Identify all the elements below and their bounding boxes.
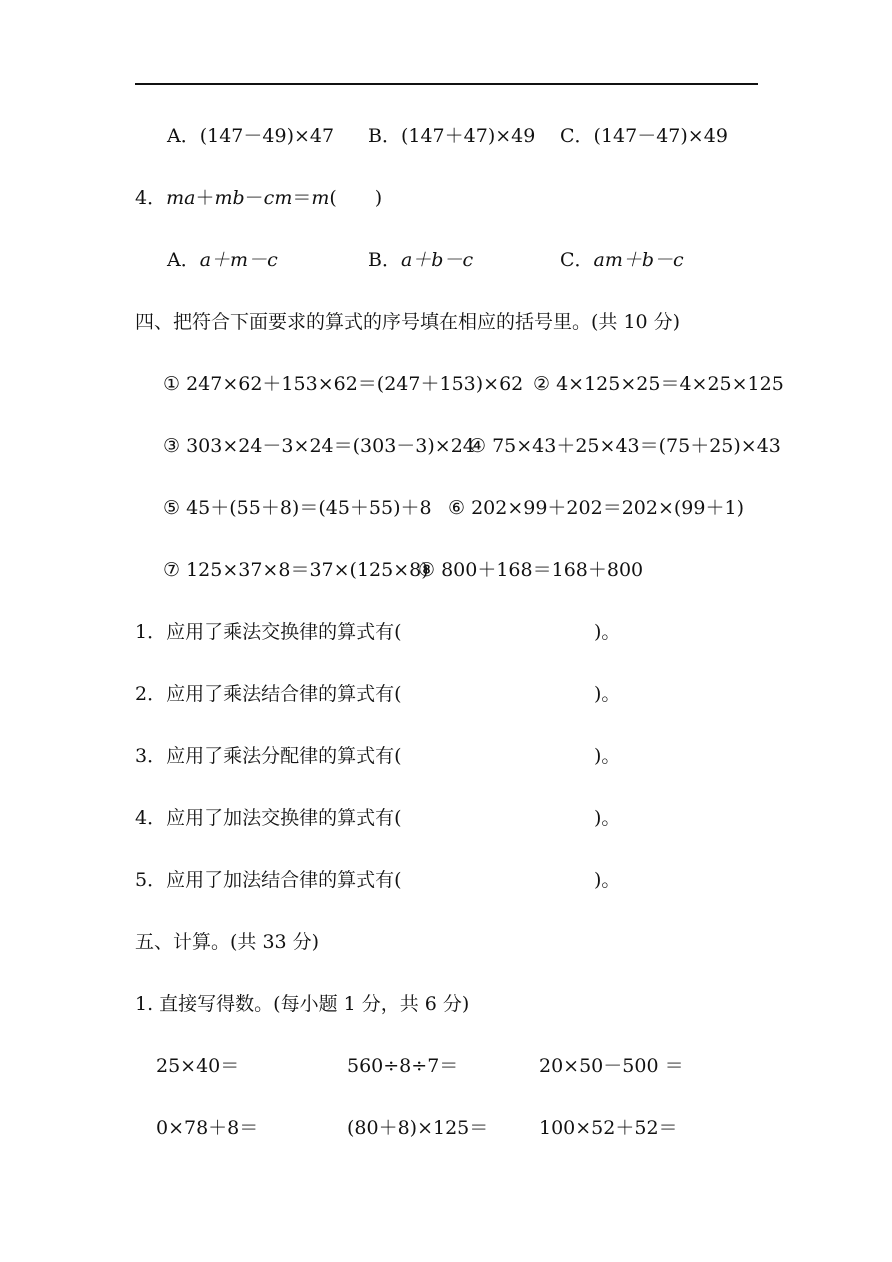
top-rule <box>135 83 758 85</box>
section4-question-2-close: )。 <box>594 683 621 705</box>
q3-option-c: C．(147－47)×49 <box>560 125 728 147</box>
q4-equals: ＝ <box>292 187 312 209</box>
section4-question-1-close: )。 <box>594 621 621 643</box>
section4-question-4: 4．应用了加法交换律的算式有( <box>135 807 402 829</box>
formula-8: ⑧ 800＋168＝168＋800 <box>418 559 644 581</box>
section4-heading: 四、把符合下面要求的算式的序号填在相应的括号里。(共 10 分) <box>135 311 681 333</box>
formula-3: ③ 303×24－3×24＝(303－3)×24 <box>163 435 475 457</box>
q4-option-b <box>368 248 473 272</box>
section5-heading: 五、计算。(共 33 分) <box>135 931 320 953</box>
q4-question <box>135 186 382 210</box>
q4-option-c-prefix: C． <box>560 249 594 271</box>
section4-question-3-close: )。 <box>594 745 621 767</box>
formula-4: ④ 75×43＋25×43＝(75＋25)×43 <box>469 435 781 457</box>
calc-item-5: (80＋8)×125＝ <box>347 1117 489 1139</box>
q4-option-a-expr: a＋m－c <box>199 249 278 271</box>
formula-2: ② 4×125×25＝4×25×125 <box>533 373 784 395</box>
formula-7: ⑦ 125×37×8＝37×(125×8) <box>163 559 429 581</box>
q4-answer-paren: ( ) <box>329 187 383 209</box>
q4-plus: ＋ <box>195 187 215 209</box>
calc-item-3: 20×50－500 ＝ <box>539 1055 684 1077</box>
calc-item-1: 25×40＝ <box>156 1055 240 1077</box>
formula-6: ⑥ 202×99＋202＝202×(99＋1) <box>448 497 744 519</box>
formula-1: ① 247×62＋153×62＝(247＋153)×62 <box>163 373 524 395</box>
q4-option-c-expr: am＋b－c <box>593 249 684 271</box>
section4-question-3: 3．应用了乘法分配律的算式有( <box>135 745 402 767</box>
q4-option-c <box>560 248 684 272</box>
calc-item-4: 0×78＋8＝ <box>156 1117 259 1139</box>
q4-term-cm: cm <box>263 187 293 209</box>
calc-item-6: 100×52＋52＝ <box>539 1117 678 1139</box>
section4-question-4-close: )。 <box>594 807 621 829</box>
calc-item-2: 560÷8÷7＝ <box>347 1055 459 1077</box>
q4-term-ma: ma <box>166 187 196 209</box>
q4-option-a-prefix: A． <box>167 249 200 271</box>
q4-option-a <box>167 248 278 272</box>
q4-term-m: m <box>311 187 330 209</box>
q4-option-b-expr: a＋b－c <box>400 249 474 271</box>
q4-term-mb: mb <box>214 187 245 209</box>
section5-sub1-heading: 1. 直接写得数。(每小题 1 分，共 6 分) <box>135 993 470 1015</box>
section4-question-5-close: )。 <box>594 869 621 891</box>
q3-option-a: A．(147－49)×47 <box>167 125 335 147</box>
q3-option-b: B．(147＋47)×49 <box>368 125 536 147</box>
section4-question-2: 2．应用了乘法结合律的算式有( <box>135 683 402 705</box>
formula-5: ⑤ 45＋(55＋8)＝(45＋55)＋8 <box>163 497 432 519</box>
section4-question-1: 1．应用了乘法交换律的算式有( <box>135 621 402 643</box>
q4-number: 4． <box>135 187 167 209</box>
q4-minus: － <box>244 187 264 209</box>
q4-option-b-prefix: B． <box>368 249 401 271</box>
section4-question-5: 5．应用了加法结合律的算式有( <box>135 869 402 891</box>
